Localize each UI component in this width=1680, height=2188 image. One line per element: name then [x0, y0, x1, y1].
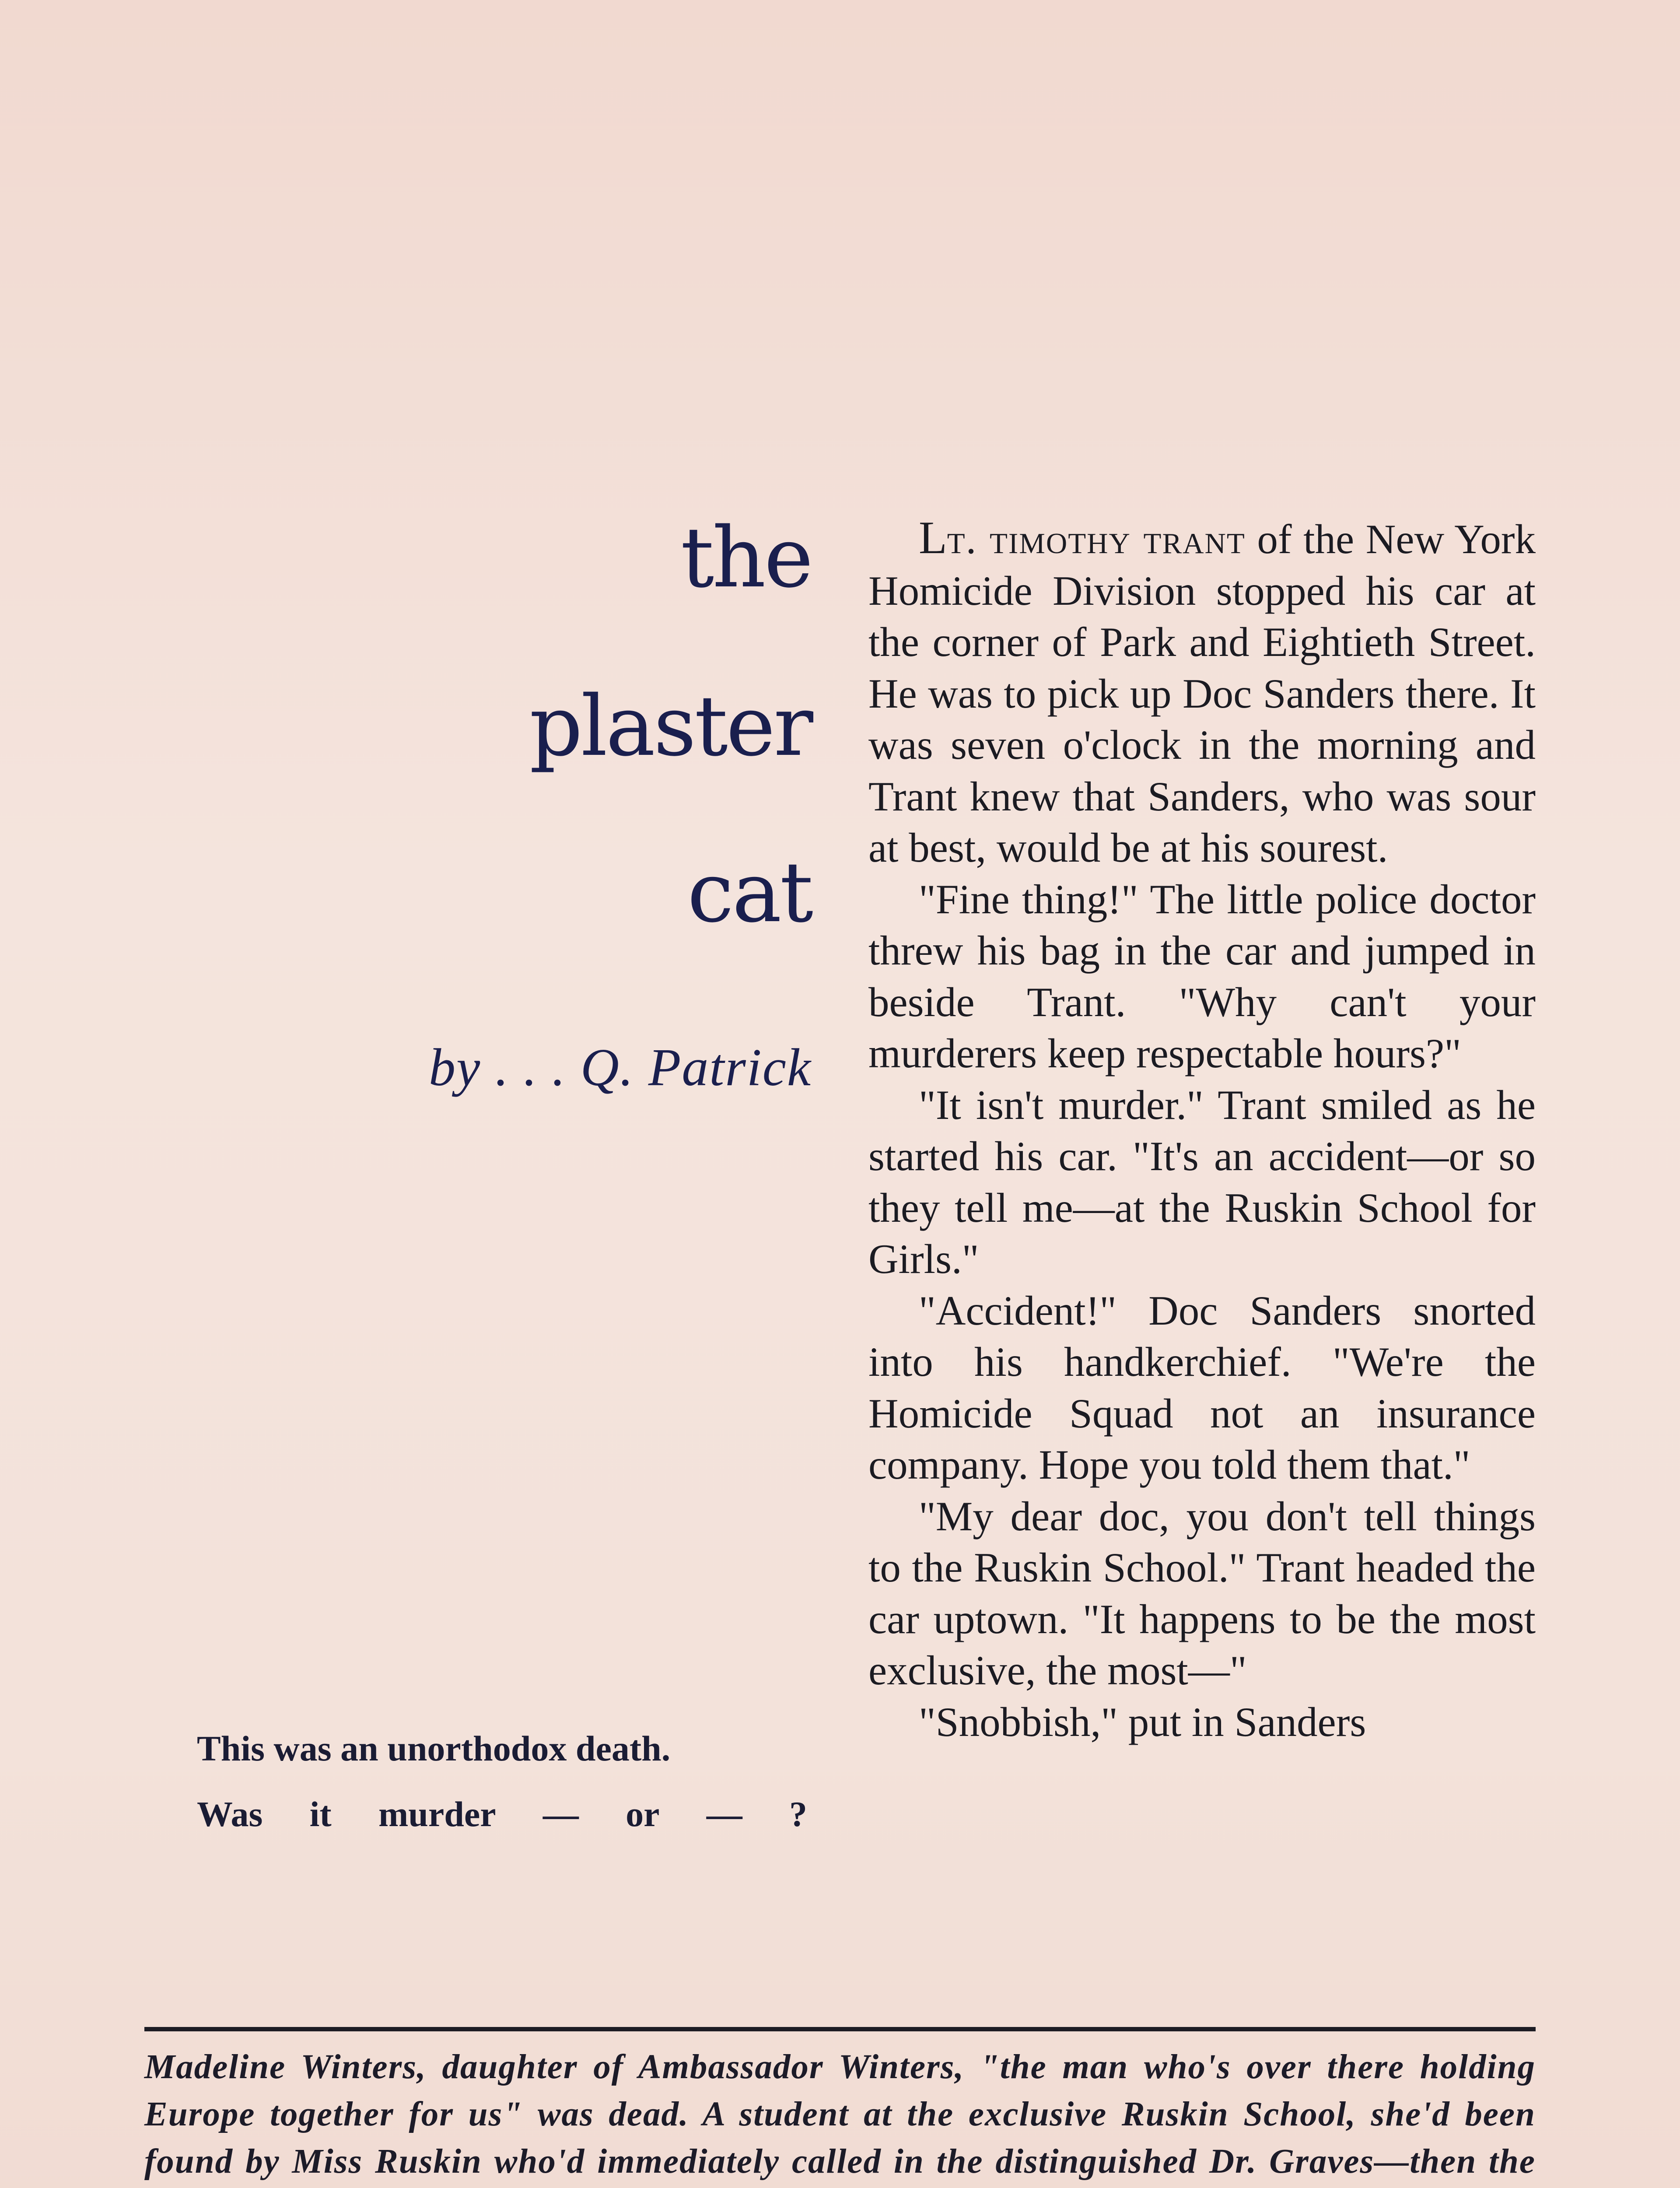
story-paragraph-5: "My dear doc, you don't tell things to the Ruskin School." Trant headed the car uptown. "It happens to be the most exclusive, the most—" [868, 1493, 1536, 1694]
teaser-word: — [706, 1794, 742, 1834]
teaser-word: or [626, 1794, 660, 1834]
story-paragraph-3: "It isn't murder." Trant smiled as he started his car. "It's an accident—or so they tell me—at the Ruskin School for Girls." [868, 1081, 1536, 1282]
story-paragraph-2: "Fine thing!" The little police doctor threw his bag in the car and jumped in beside Trant. "Why can't your murderers keep respectable hours?" [868, 876, 1536, 1076]
story-text-column [868, 512, 1536, 1748]
drop-cap: L [919, 512, 947, 563]
teaser-word: murder [378, 1794, 496, 1834]
story-summary: Madeline Winters, daughter of Ambassador Winters, "the man who's over there holding Europe together for us" was dead. A student at the exclusive Ruskin School, she'd been found by Miss Ruskin who'd immediately called in the distinguished Dr. Graves—then the [144, 2048, 1536, 2181]
story-title-line-3: cat [687, 844, 812, 941]
story-paragraph-4: "Accident!" Doc Sanders snorted into his handkerchief. "We're the Homicide Squad not an insurance company. Hope you told them that." [868, 1287, 1536, 1488]
teaser-word: ? [789, 1794, 807, 1834]
story-title-line-2: plaster [529, 678, 812, 775]
summary-top-rule [144, 2027, 1536, 2031]
story-paragraph-6: "Snobbish," put in Sanders [919, 1698, 1366, 1745]
teaser-line-2 [197, 1796, 807, 1832]
teaser-word: it [309, 1794, 332, 1834]
paragraph-text: of the New York Homicide Division stopped his car at the corner of Park and Eightieth Street. He was to pick up Doc Sanders there. It was seven o'clock in the morning and Trant knew that Sanders, who was sour at best, would be at his sourest. [868, 516, 1536, 871]
story-paragraph-1 [868, 512, 1536, 874]
author-byline: by . . . Q. Patrick [429, 1038, 812, 1097]
story-title-line-1: the [680, 509, 812, 606]
teaser-word: Was [197, 1794, 263, 1834]
teaser-line-1: This was an unorthodox death. [197, 1729, 671, 1768]
opening-small-caps: t. timothy trant [947, 516, 1246, 562]
teaser-word: — [542, 1794, 579, 1834]
